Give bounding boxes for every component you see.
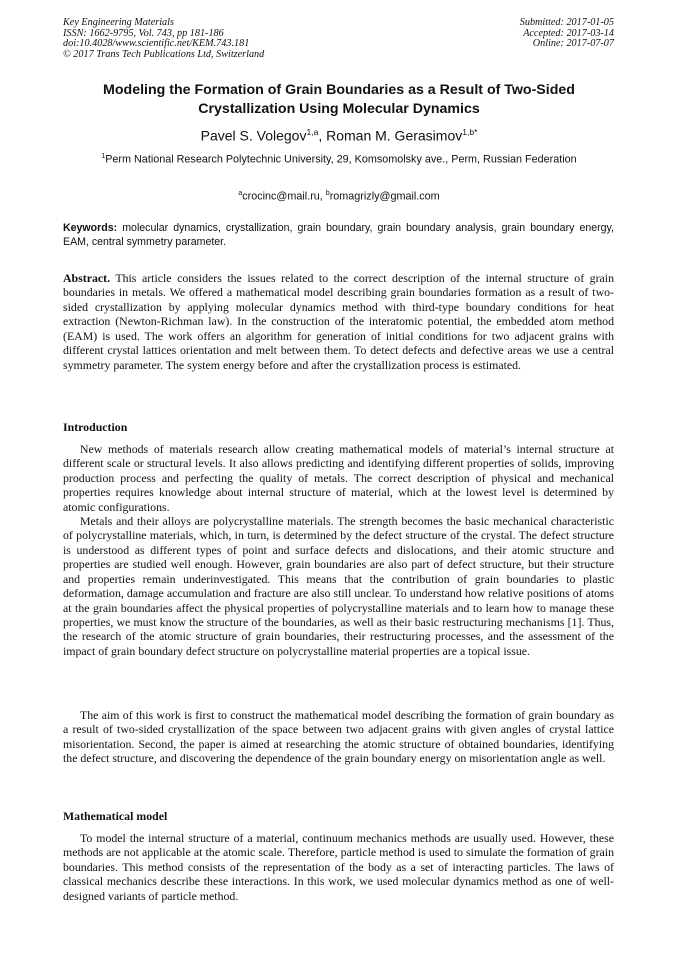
email-b-mark: b xyxy=(325,190,330,197)
submitted-date: Submitted: 2017-01-05 xyxy=(519,17,614,28)
accepted-date: Accepted: 2017-03-14 xyxy=(523,27,614,39)
online-date: Online: 2017-07-07 xyxy=(532,38,614,50)
mathematical-model-heading: Mathematical model xyxy=(63,809,168,823)
journal-header xyxy=(63,18,264,60)
paper-title: Modeling the Formation of Grain Boundaries as a Result of Two-Sided Crystallization Using Molecular Dynamics xyxy=(103,82,575,117)
affiliation-mark: 1 xyxy=(101,153,106,160)
introduction-heading: Introduction xyxy=(63,420,128,434)
introduction-paragraph-1: New methods of materials research allow creating mathematical models of material’s internal structure at different scale or structural levels. It also allows predicting and identifying different properties of solids, improving production process and perfecting the quality of metals. The correct description of physical and mechanical properties requires knowledge about internal structure of material, which at the lowest level is determined by atomic configurations. xyxy=(63,442,614,514)
keywords-label: Keywords: xyxy=(63,222,118,234)
keywords-block xyxy=(63,221,614,249)
author-2: Roman M. Gerasimov xyxy=(326,127,463,144)
author-1: Pavel S. Volegov xyxy=(200,127,307,144)
affiliation-text: Perm National Research Polytechnic University, 29, Komsomolsky ave., Perm, Russian Federation xyxy=(105,153,577,166)
dates-header xyxy=(520,18,614,50)
journal-name: Key Engineering Materials xyxy=(63,17,174,28)
abstract-text: This article considers the issues related to the correct description of the internal structure of grain boundaries in metals. We offered a mathematical model describing grain boundaries formation as a result of two-sided crystallization by applying molecular dynamics method with third-type boundary conditions for heat extraction (Newton-Richman law). In the construction of the interatomic potential, the embedded atom method (EAM) is used. The work offers an algorithm for generation of initial conditions for two adjacent grains with different crystal lattices orientation and melt between them. To detect defects and defective areas we use a central symmetry parameter. The system energy before and after the crystallization process is estimated. xyxy=(63,271,614,372)
email-b: romagrizly@gmail.com xyxy=(329,190,440,203)
copyright-line: © 2017 Trans Tech Publications Ltd, Switzerland xyxy=(63,48,265,60)
author-1-affiliation-mark: 1,a xyxy=(306,127,319,137)
author-separator: , xyxy=(318,127,327,144)
introduction-paragraph-3: The aim of this work is first to construct the mathematical model describing the formation of grain boundary as a result of two-sided crystallization of the space between two adjacent grains with given angles of crystal lattice misorientation. Second, the paper is aimed at researching the atomic structure of obtained boundaries, identifying the defect structure, and discovering the dependence of the grain boundary energy on misorientation angle as well. xyxy=(63,708,614,766)
doi-line: doi:10.4028/www.scientific.net/KEM.743.181 xyxy=(63,38,250,50)
email-a-mark: a xyxy=(238,190,243,197)
author-line xyxy=(60,123,618,145)
abstract-paragraph xyxy=(63,271,614,372)
keywords-text: molecular dynamics, crystallization, grain boundary, grain boundary analysis, grain boundary energy, EAM, central symmetry parameter. xyxy=(63,222,614,249)
abstract-label: Abstract. xyxy=(63,271,111,285)
author-2-affiliation-mark: 1,b* xyxy=(462,127,478,137)
mathematical-model-paragraph-1: To model the internal structure of a material, continuum mechanics methods are usually used. However, these methods are not applicable at the atomic scale. Therefore, particle method is used to simulate the formation of grain boundaries. This method consists of the representation of the body as a set of interacting particles. The laws of classical mechanics describe these interactions. In this work, we used molecular dynamics method as one of well-designed variants of particle method. xyxy=(63,831,614,903)
affiliation xyxy=(80,150,598,167)
email-separator: , xyxy=(319,190,326,203)
email-line xyxy=(60,187,618,204)
introduction-paragraph-2: Metals and their alloys are polycrystalline materials. The strength becomes the basic mechanical characteristic of polycrystalline materials, which, in turn, is determined by the defect structure of the crystal. The defect structure is understood as different types of point and surface defects and dislocations, and their atomic structure and properties are studied well enough. However, grain boundaries are also part of defect structure, but their structure and properties remain underinvestigated. This means that the contribution of grain boundaries to plastic deformation, damage accumulation and fracture are also still unclear. To understand how relative positions of atoms at the grain boundaries affect the physical properties of polycrystalline materials and to learn how to manage these properties, we must know the structure of the boundaries, as well as their basic restructuring mechanisms [1]. Thus, the research of the atomic structure of grain boundaries, their restructuring processes, and the assessment of the impact of grain boundary defect structure on polycrystalline material properties are a topical issue. xyxy=(63,514,614,658)
issn-line: ISSN: 1662-9795, Vol. 743, pp 181-186 xyxy=(63,27,224,39)
email-a: crocinc@mail.ru xyxy=(242,190,320,203)
